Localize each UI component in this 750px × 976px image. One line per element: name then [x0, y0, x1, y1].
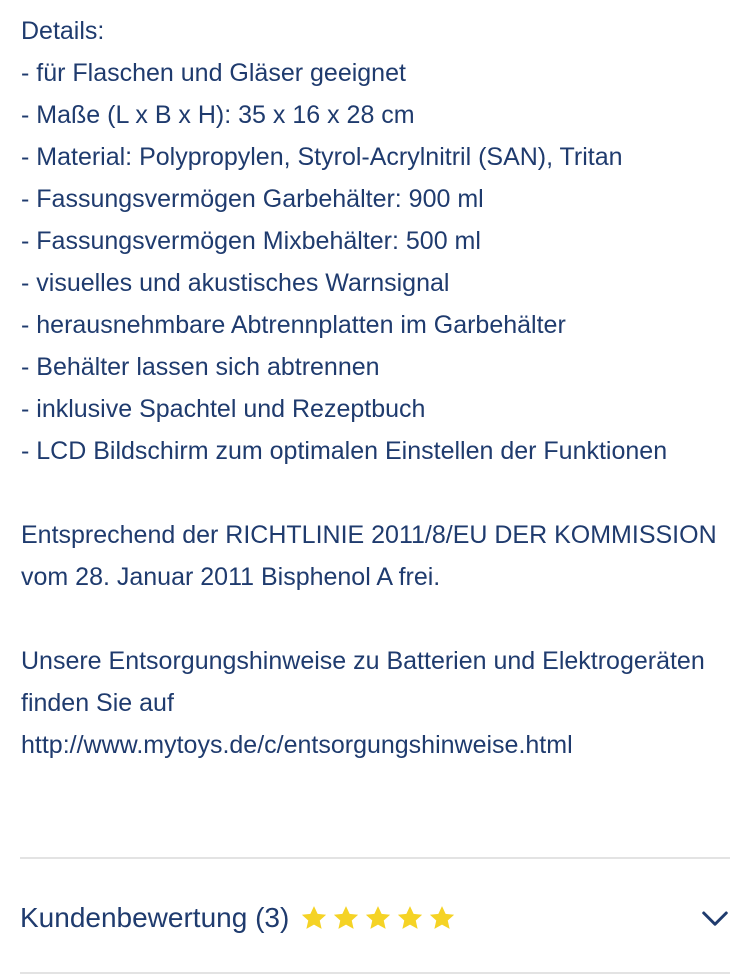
- details-item: - Behälter lassen sich abtrennen: [21, 353, 380, 381]
- chevron-down-icon[interactable]: [700, 903, 730, 933]
- rating-stars: [299, 903, 457, 933]
- paragraph-spacer: [21, 598, 733, 640]
- details-item: - Fassungsvermögen Garbehälter: 900 ml: [21, 185, 484, 213]
- reviews-title: Kundenbewertung (3): [20, 902, 290, 933]
- star-icon: [427, 903, 457, 933]
- details-item: - inklusive Spachtel und Rezeptbuch: [21, 395, 426, 423]
- paragraph-spacer: [21, 472, 733, 514]
- details-item: - LCD Bildschirm zum optimalen Einstellen der Funktionen: [21, 437, 668, 465]
- star-icon: [363, 903, 393, 933]
- details-item: - visuelles und akustisches Warnsignal: [21, 269, 450, 297]
- details-item: - herausnehmbare Abtrennplatten im Garbehälter: [21, 311, 566, 339]
- disposal-note: Unsere Entsorgungshinweise zu Batterien und Elektrogeräten finden Sie auf: [21, 647, 705, 717]
- details-heading: Details:: [21, 17, 105, 45]
- product-details: [21, 10, 733, 766]
- star-icon: [299, 903, 329, 933]
- details-item: - für Flaschen und Gläser geeignet: [21, 59, 406, 87]
- star-icon: [395, 903, 425, 933]
- customer-reviews-accordion[interactable]: [20, 876, 732, 960]
- divider: [20, 972, 730, 974]
- details-item: - Maße (L x B x H): 35 x 16 x 28 cm: [21, 101, 415, 129]
- details-item: - Fassungsvermögen Mixbehälter: 500 ml: [21, 227, 481, 255]
- disposal-link[interactable]: http://www.mytoys.de/c/entsorgungshinweise.html: [21, 731, 573, 759]
- bpa-note: Entsprechend der RICHTLINIE 2011/8/EU DER KOMMISSION vom 28. Januar 2011 Bisphenol A frei.: [21, 521, 717, 591]
- star-icon: [331, 903, 361, 933]
- divider: [20, 857, 730, 859]
- details-item: - Material: Polypropylen, Styrol-Acrylnitril (SAN), Tritan: [21, 143, 623, 171]
